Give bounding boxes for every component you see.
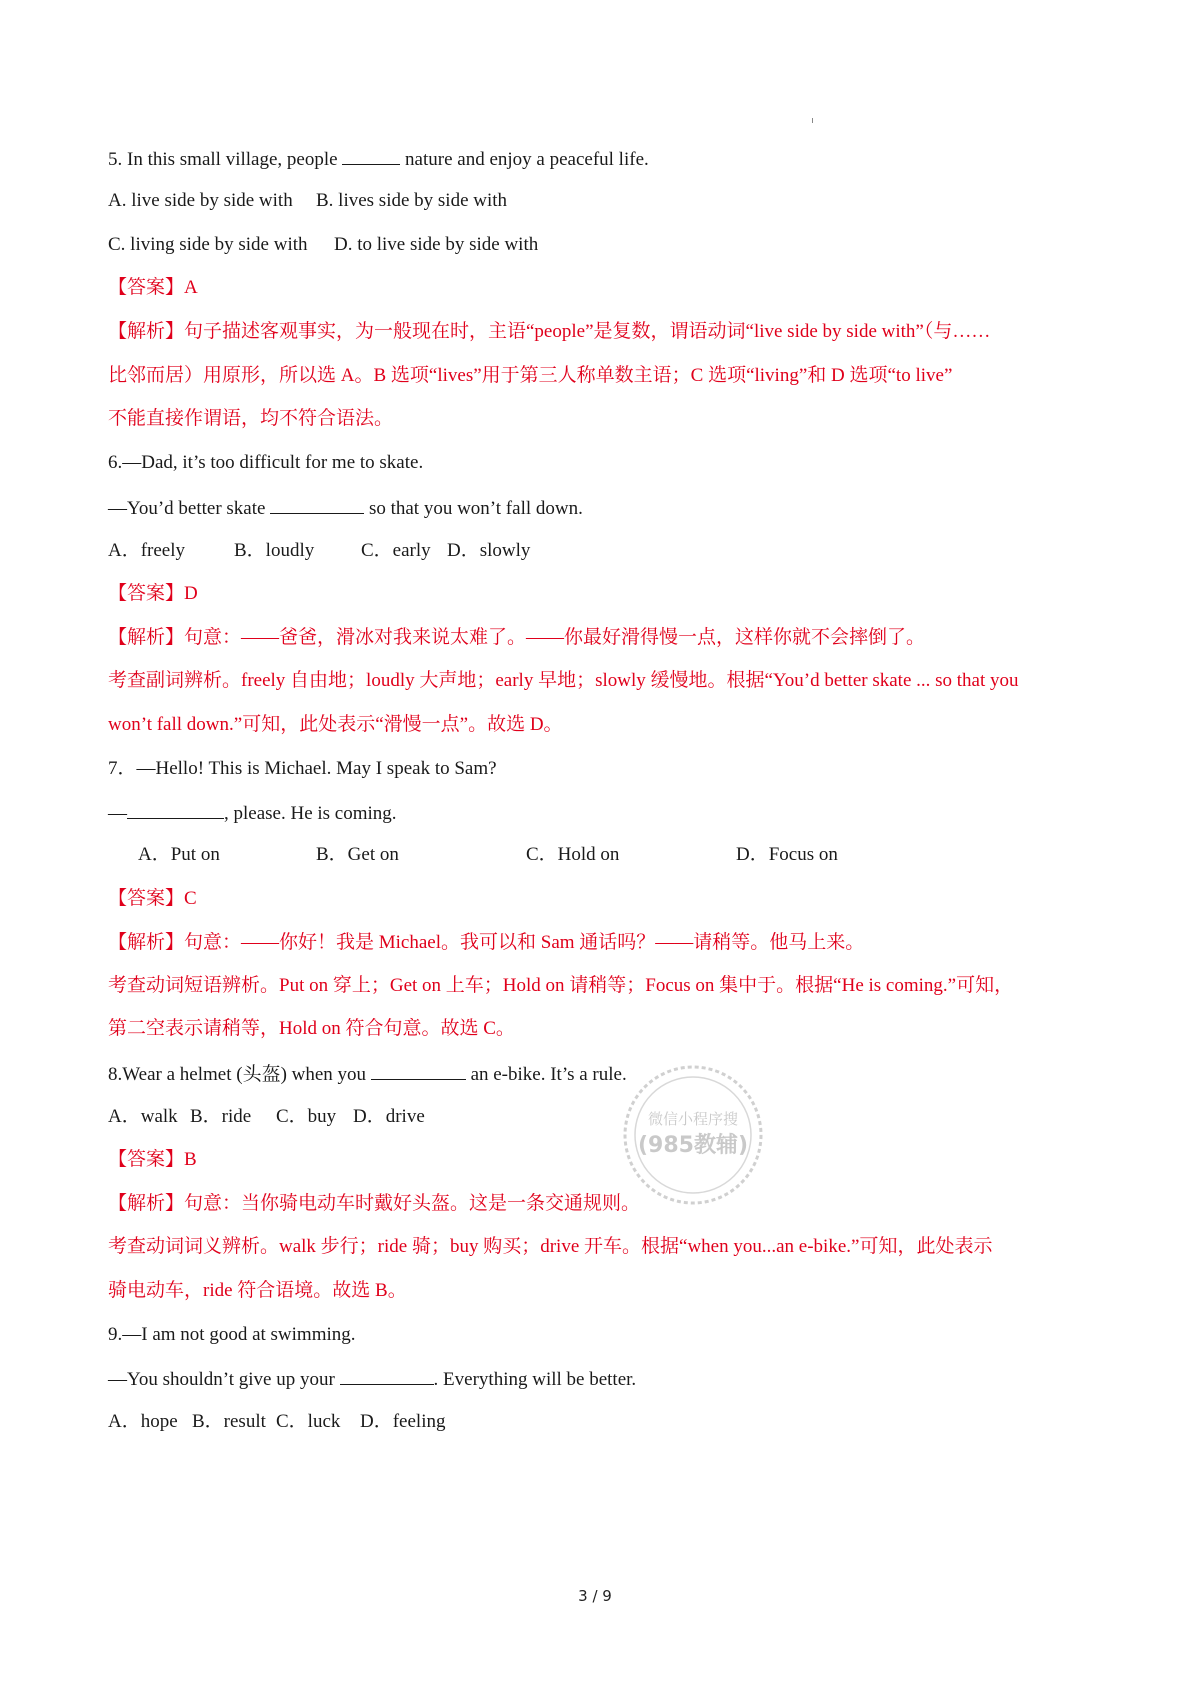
option-b: B. lives side by side with: [316, 190, 508, 211]
question-6-line-2: [108, 495, 583, 521]
question-7-line-1: 7．—Hello! This is Michael. May I speak to Sam?: [108, 758, 497, 779]
option-c: C. living side by side with: [108, 234, 308, 255]
question-5-stem-text-1: 5. In this small village, people: [108, 149, 343, 170]
question-5-options-row-1: [108, 189, 507, 213]
option-a: A．hope: [108, 1411, 178, 1432]
question-5-stem: [108, 146, 649, 172]
question-8-stem-text-1: 8.Wear a helmet (头盔) when you: [108, 1064, 371, 1085]
question-8-answer: 【答案】B: [108, 1149, 197, 1170]
page-number: 3 / 9: [578, 1587, 612, 1605]
question-7-answer: 【答案】C: [108, 888, 197, 909]
option-d: D．slowly: [447, 540, 531, 561]
option-a: A．walk: [108, 1106, 178, 1127]
option-b: B．result: [192, 1411, 266, 1432]
option-d: D．Focus on: [736, 844, 838, 865]
question-5-analysis-line-2: 比邻而居）用原形，所以选 A。B 选项“lives”用于第三人称单数主语；C 选项“living”和 D 选项“to live”: [108, 365, 953, 386]
question-8-analysis-line-2: 考查动词词义辨析。walk 步行；ride 骑；buy 购买；drive 开车。根据“when you...an e-bike.”可知，此处表示: [108, 1236, 993, 1257]
answer-blank: [371, 1061, 466, 1080]
question-5-analysis-line-1: 【解析】句子描述客观事实，为一般现在时，主语“people”是复数，谓语动词“live side by side with”（与……: [108, 321, 991, 342]
question-5-stem-text-2: nature and enjoy a peaceful life.: [400, 149, 649, 170]
option-d: D. to live side by side with: [334, 234, 539, 255]
question-6-line-1: 6.—Dad, it’s too difficult for me to skate.: [108, 452, 424, 473]
question-6-analysis-line-3: won’t fall down.”可知，此处表示“滑慢一点”。故选 D。: [108, 714, 563, 735]
question-5-answer: 【答案】A: [108, 277, 198, 298]
answer-blank: [270, 495, 364, 514]
watermark-text-2: (985教辅): [637, 1133, 749, 1158]
question-5-analysis-line-3: 不能直接作谓语，均不符合语法。: [108, 408, 394, 429]
watermark-text-1: 微信小程序搜: [647, 1110, 739, 1128]
question-7-analysis-line-1: 【解析】句意：——你好！我是 Michael。我可以和 Sam 通话吗？——请稍等。他马上来。: [108, 932, 865, 953]
option-a: A．Put on: [138, 844, 220, 865]
option-b: B．Get on: [316, 844, 399, 865]
option-d: D．drive: [353, 1106, 425, 1127]
question-8-analysis-line-1: 【解析】句意：当你骑电动车时戴好头盔。这是一条交通规则。: [108, 1193, 641, 1214]
question-6-analysis-line-2: 考查副词辨析。freely 自由地；loudly 大声地；early 早地；slowly 缓慢地。根据“You’d better skate ... so that you: [108, 670, 1019, 691]
question-7-line-2-text-2: , please. He is coming.: [224, 803, 397, 824]
answer-blank: [342, 146, 400, 165]
scan-mark: [812, 118, 813, 123]
option-c: C．early: [361, 540, 431, 561]
option-c: C．Hold on: [526, 844, 620, 865]
question-7-options: [138, 843, 838, 867]
question-6-answer: 【答案】D: [108, 583, 198, 604]
option-c: C．luck: [276, 1411, 341, 1432]
answer-blank: [340, 1366, 434, 1385]
question-9-line-2-text-2: . Everything will be better.: [433, 1369, 637, 1390]
question-6-line-2-text-2: so that you won’t fall down.: [364, 498, 583, 519]
question-9-options: [108, 1410, 445, 1434]
question-7-analysis-line-2: 考查动词短语辨析。Put on 穿上；Get on 上车；Hold on 请稍等；Focus on 集中于。根据“He is coming.”可知，: [108, 975, 1014, 996]
question-5-options-row-2: [108, 233, 538, 257]
question-8-stem: [108, 1061, 627, 1087]
question-7-line-2: [108, 800, 397, 826]
answer-blank: [127, 800, 224, 819]
question-6-line-2-text-1: —You’d better skate: [108, 498, 271, 519]
question-9-line-1: 9.—I am not good at swimming.: [108, 1324, 356, 1345]
option-b: B．loudly: [234, 540, 315, 561]
watermark-stamp: [618, 1060, 768, 1210]
question-8-analysis-line-3: 骑电动车，ride 符合语境。故选 B。: [108, 1280, 407, 1301]
option-b: B．ride: [190, 1106, 252, 1127]
option-a: A．freely: [108, 540, 186, 561]
question-8-stem-text-2: an e-bike. It’s a rule.: [465, 1064, 627, 1085]
option-c: C．buy: [276, 1106, 337, 1127]
question-6-options: [108, 539, 530, 563]
question-9-line-2-text-1: —You shouldn’t give up your: [108, 1369, 340, 1390]
option-a: A. live side by side with: [108, 190, 293, 211]
question-8-options: [108, 1105, 425, 1129]
question-9-line-2: [108, 1366, 636, 1392]
question-6-analysis-line-1: 【解析】句意：——爸爸，滑冰对我来说太难了。——你最好滑得慢一点，这样你就不会摔倒了。: [108, 627, 926, 648]
question-7-line-2-text-1: —: [108, 803, 127, 824]
question-7-analysis-line-3: 第二空表示请稍等，Hold on 符合句意。故选 C。: [108, 1018, 515, 1039]
option-d: D．feeling: [360, 1411, 446, 1432]
